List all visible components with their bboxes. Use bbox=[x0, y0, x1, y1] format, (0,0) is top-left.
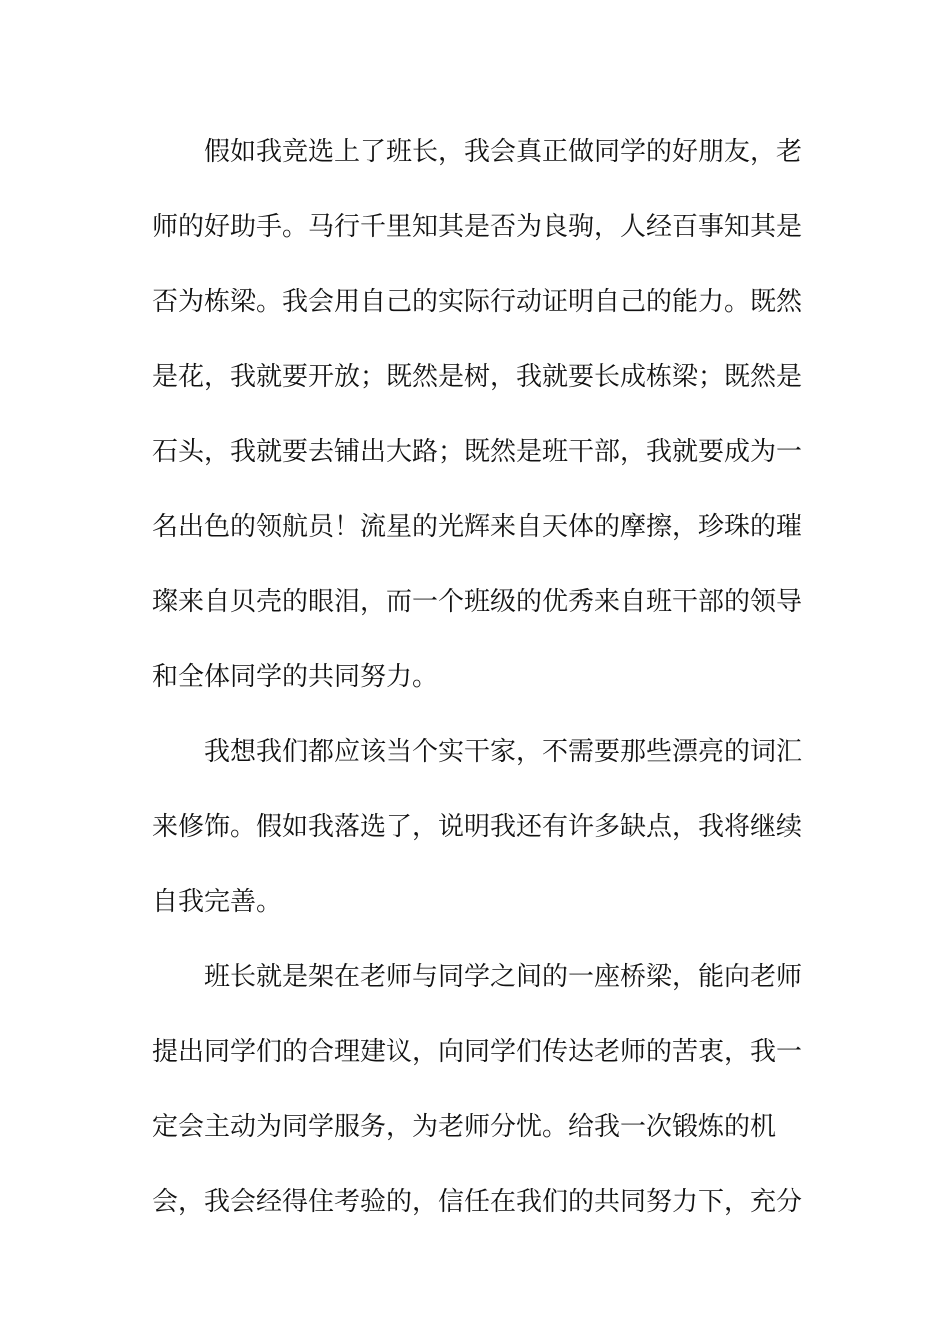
paragraph-1-line-1: 假如我竞选上了班长，我会真正做同学的好朋友，老 bbox=[204, 137, 803, 167]
paragraph-2-line-2: 来修饰。假如我落选了，说明我还有许多缺点，我将继续 bbox=[152, 812, 803, 842]
paragraph-1-line-3: 否为栋梁。我会用自己的实际行动证明自己的能力。既然 bbox=[152, 287, 803, 317]
paragraph-3-line-3: 定会主动为同学服务，为老师分忧。给我一次锻炼的机 bbox=[152, 1112, 777, 1142]
paragraph-3-line-2: 提出同学们的合理建议，向同学们传达老师的苦衷，我一 bbox=[152, 1037, 803, 1067]
paragraph-1-line-6: 名出色的领航员！流星的光辉来自天体的摩擦，珍珠的璀 bbox=[152, 512, 803, 542]
paragraph-2-line-1: 我想我们都应该当个实干家，不需要那些漂亮的词汇 bbox=[204, 737, 803, 767]
paragraph-1-line-5: 石头，我就要去铺出大路；既然是班干部，我就要成为一 bbox=[152, 437, 803, 467]
paragraph-1-line-8: 和全体同学的共同努力。 bbox=[152, 662, 439, 692]
paragraph-2-line-3: 自我完善。 bbox=[152, 887, 283, 917]
paragraph-3-line-4: 会，我会经得住考验的，信任在我们的共同努力下，充分 bbox=[152, 1187, 803, 1217]
paragraph-1-line-4: 是花，我就要开放；既然是树，我就要长成栋梁；既然是 bbox=[152, 362, 803, 392]
paragraph-1-line-7: 璨来自贝壳的眼泪，而一个班级的优秀来自班干部的领导 bbox=[152, 587, 803, 617]
paragraph-3-line-1: 班长就是架在老师与同学之间的一座桥梁，能向老师 bbox=[204, 962, 803, 992]
paragraph-1-line-2: 师的好助手。马行千里知其是否为良驹，人经百事知其是 bbox=[152, 212, 803, 242]
